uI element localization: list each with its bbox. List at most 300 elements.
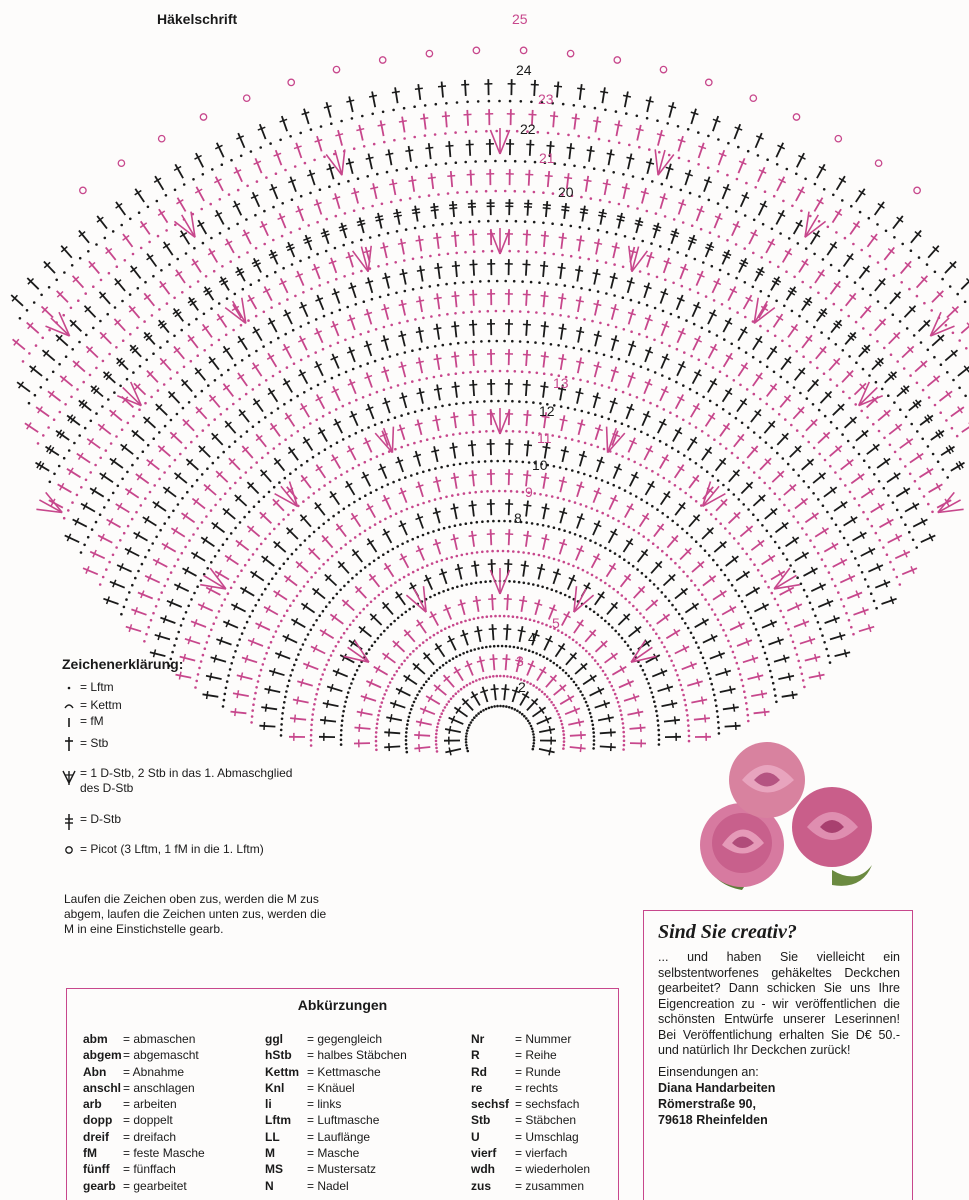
chain-dot — [857, 564, 860, 567]
chain-dot — [735, 277, 738, 280]
chain-dot — [323, 484, 326, 487]
chain-dot — [475, 714, 478, 717]
chain-dot — [482, 709, 485, 712]
stitch-crossbar — [434, 358, 442, 359]
chain-dot — [444, 132, 447, 135]
stitch-mark — [578, 296, 581, 312]
stitch-mark — [661, 354, 667, 369]
stitch-mark — [642, 411, 649, 426]
chain-dot — [548, 556, 551, 559]
chain-dot — [210, 629, 213, 632]
chain-dot — [579, 535, 582, 538]
stitch-mark — [441, 569, 446, 584]
stitch-mark — [418, 546, 424, 561]
stitch-crossbar — [412, 209, 420, 210]
chain-dot — [918, 487, 921, 490]
stitch-mark — [520, 626, 523, 642]
chain-dot — [828, 571, 831, 574]
chain-dot — [661, 374, 664, 377]
chain-dot — [899, 458, 902, 461]
chain-dot — [478, 220, 481, 223]
chain-dot — [112, 554, 115, 557]
chain-dot — [565, 634, 568, 637]
chain-dot — [522, 551, 525, 554]
stitch-crossbar — [469, 385, 477, 386]
chain-dot — [475, 130, 478, 133]
chain-dot — [792, 641, 795, 644]
abbreviation-key: sechsf — [471, 1097, 510, 1112]
chain-dot — [588, 227, 591, 230]
chain-dot — [441, 405, 444, 408]
chain-dot — [603, 354, 606, 357]
chain-dot — [603, 169, 606, 172]
chain-dot — [833, 303, 836, 306]
abbreviation-value: = fünffach — [123, 1162, 176, 1177]
stitch-crossbar — [452, 266, 460, 267]
chain-dot — [790, 424, 793, 427]
chain-dot — [579, 644, 582, 647]
stitch-crossbar — [451, 477, 459, 478]
chain-dot — [541, 691, 544, 694]
chain-dot — [365, 652, 368, 655]
stitch-mark — [367, 504, 375, 518]
stitch-mark — [365, 438, 372, 453]
chain-dot — [499, 370, 502, 373]
chain-dot — [618, 705, 621, 708]
chain-dot — [588, 653, 591, 656]
abbreviation-value: = doppelt — [123, 1113, 173, 1128]
stitch-crossbar — [762, 690, 763, 698]
stitch-mark — [269, 318, 277, 332]
chain-dot — [182, 407, 185, 410]
stitch-crossbar — [629, 251, 637, 253]
chain-dot — [479, 280, 482, 283]
stitch-crossbar — [452, 296, 460, 297]
stitch-mark — [596, 425, 601, 440]
chain-dot — [835, 231, 838, 234]
stitch-mark — [580, 451, 585, 466]
chain-dot — [414, 697, 417, 700]
chain-dot — [733, 537, 736, 540]
chain-dot — [263, 311, 266, 314]
stitch-crossbar — [617, 216, 625, 218]
chain-dot — [946, 371, 949, 374]
picot-mark — [159, 136, 165, 142]
chain-dot — [258, 599, 261, 602]
chain-dot — [400, 446, 403, 449]
stitch-mark — [576, 546, 582, 561]
stitch-mark — [359, 125, 363, 141]
chain-dot — [922, 389, 925, 392]
chain-dot — [63, 457, 66, 460]
chain-dot — [405, 228, 408, 231]
stitch-mark — [774, 657, 789, 661]
chain-dot — [474, 160, 477, 163]
chain-dot — [829, 661, 832, 664]
stitch-mark — [117, 358, 128, 369]
chain-dot — [628, 562, 631, 565]
chain-dot — [295, 548, 298, 551]
chain-dot — [193, 592, 196, 595]
chain-dot — [336, 441, 339, 444]
stitch-mark — [749, 230, 756, 244]
stitch-crossbar — [450, 447, 458, 448]
chain-dot — [364, 566, 367, 569]
chain-dot — [138, 211, 141, 214]
stitch-crossbar — [420, 719, 422, 727]
legend-note: Laufen die Zeichen oben zus, werden die M zus abgem, laufen die Zeichen unten zus, werden die M in eine Einstichstelle gearb. — [64, 892, 327, 936]
chain-dot — [134, 577, 137, 580]
chain-dot — [239, 476, 242, 479]
stitch-mark — [248, 640, 263, 646]
stitch-mark — [385, 273, 389, 289]
chain-dot — [796, 653, 799, 656]
chain-dot — [71, 348, 74, 351]
chain-dot — [336, 593, 339, 596]
chain-dot — [747, 714, 750, 717]
chain-dot — [757, 154, 760, 157]
chain-dot — [115, 346, 118, 349]
cluster-mark — [930, 318, 949, 336]
chain-dot — [551, 222, 554, 225]
chain-dot — [562, 726, 565, 729]
stitch-mark — [578, 358, 581, 374]
chain-dot — [686, 714, 689, 717]
abbreviation-key: abm — [83, 1032, 108, 1046]
chain-dot — [310, 288, 313, 291]
chain-dot — [541, 586, 544, 589]
chain-dot — [296, 595, 299, 598]
abbreviations-column — [471, 1031, 590, 1194]
chain-dot — [714, 699, 717, 702]
chain-dot — [170, 419, 173, 422]
chain-dot — [646, 210, 649, 213]
stitch-crossbar — [627, 157, 635, 159]
stitch-crossbar — [594, 243, 602, 245]
abbreviation-value: = arbeiten — [123, 1097, 177, 1112]
chain-dot — [34, 394, 37, 397]
chain-dot — [679, 488, 682, 491]
chain-dot — [212, 622, 215, 625]
chain-dot — [744, 316, 747, 319]
chain-dot — [652, 696, 655, 699]
chain-dot — [250, 466, 253, 469]
chain-dot — [531, 522, 534, 525]
stitch-mark — [436, 415, 439, 431]
stitch-mark — [561, 324, 563, 340]
chain-dot — [468, 724, 471, 727]
chain-dot — [780, 376, 783, 379]
chain-dot — [843, 537, 846, 540]
stitch-mark — [435, 508, 439, 523]
chain-dot — [366, 362, 369, 365]
round-label: 25 — [512, 11, 528, 27]
chain-dot — [213, 270, 216, 273]
stitch-mark — [401, 554, 409, 568]
stitch-mark — [609, 495, 616, 509]
stitch-mark — [402, 117, 405, 133]
chain-dot — [849, 491, 852, 494]
stitch-mark — [579, 420, 583, 435]
chain-dot — [590, 444, 593, 447]
chain-dot — [548, 698, 551, 701]
stitch-crossbar — [594, 365, 602, 367]
chain-dot — [193, 247, 196, 250]
picot-mark — [200, 114, 206, 120]
chain-dot — [234, 440, 237, 443]
chain-dot — [639, 665, 642, 668]
chain-dot — [915, 546, 918, 549]
stitch-mark — [568, 575, 575, 590]
chain-dot — [767, 295, 770, 298]
chain-dot — [168, 263, 171, 266]
chain-dot — [348, 435, 351, 438]
chain-dot — [682, 419, 685, 422]
chain-dot — [505, 705, 508, 708]
stitch-crossbar — [446, 146, 454, 147]
chain-dot — [147, 444, 150, 447]
stitch-mark — [216, 177, 223, 191]
chain-dot — [452, 695, 455, 698]
chain-dot — [786, 558, 789, 561]
chain-dot — [727, 640, 730, 643]
chain-dot — [604, 673, 607, 676]
stitch-mark — [381, 120, 384, 136]
chain-dot — [624, 598, 627, 601]
stitch-crossbar — [668, 106, 676, 108]
chain-dot — [639, 270, 642, 273]
stitch-crossbar — [458, 603, 466, 605]
stitch-mark — [722, 607, 736, 615]
chain-dot — [227, 369, 230, 372]
chain-dot — [85, 334, 88, 337]
abbreviation-value: = Kettmasche — [307, 1064, 381, 1079]
chain-dot — [627, 644, 630, 647]
chain-dot — [596, 510, 599, 513]
chain-dot — [597, 229, 600, 232]
stitch-crossbar — [477, 660, 485, 662]
stitch-mark — [333, 321, 339, 336]
chain-dot — [658, 743, 661, 746]
stitch-crossbar — [416, 300, 424, 301]
chain-dot — [661, 550, 664, 553]
chain-dot — [887, 394, 890, 397]
chain-dot — [268, 491, 271, 494]
chain-dot — [115, 435, 118, 438]
chain-dot — [623, 740, 626, 743]
chain-dot — [471, 719, 474, 722]
stitch-mark — [284, 344, 292, 358]
chain-dot — [422, 534, 425, 537]
chain-dot — [433, 594, 436, 597]
chain-dot — [835, 524, 838, 527]
stitch-mark — [666, 630, 680, 638]
stitch-mark — [713, 116, 718, 131]
chain-dot — [745, 553, 748, 556]
chain-dot — [313, 159, 316, 162]
chain-dot — [307, 581, 310, 584]
chain-dot — [464, 161, 467, 164]
chain-dot — [163, 585, 166, 588]
chain-dot — [724, 527, 727, 530]
chain-dot — [466, 747, 469, 750]
stitch-crossbar — [610, 277, 618, 279]
chain-dot — [405, 731, 408, 734]
chain-dot — [272, 636, 275, 639]
stitch-crossbar — [434, 267, 442, 268]
chain-dot — [945, 324, 948, 327]
chain-dot — [941, 278, 944, 281]
stitch-mark — [455, 321, 457, 337]
chain-dot — [817, 621, 820, 624]
abbreviation-row — [265, 1064, 407, 1080]
chain-dot — [793, 276, 796, 279]
chain-dot — [303, 585, 306, 588]
stitch-mark — [493, 654, 494, 670]
stitch-crossbar — [559, 328, 567, 329]
stitch-mark — [677, 328, 684, 343]
stitch-mark — [570, 735, 586, 736]
stitch-mark — [699, 143, 704, 158]
chain-dot — [497, 400, 500, 403]
chain-dot — [813, 447, 816, 450]
chain-dot — [403, 137, 406, 140]
stitch-mark — [160, 618, 175, 624]
stitch-mark — [475, 561, 477, 577]
chain-dot — [844, 237, 847, 240]
stitch-crossbar — [561, 210, 569, 211]
chain-dot — [762, 646, 765, 649]
chain-dot — [299, 590, 302, 593]
chain-dot — [878, 430, 881, 433]
chain-dot — [715, 518, 718, 521]
chain-dot — [638, 301, 641, 304]
chain-dot — [484, 160, 487, 163]
chain-dot — [652, 542, 655, 545]
chain-dot — [488, 100, 491, 103]
chain-dot — [585, 505, 588, 508]
stitch-crossbar — [784, 655, 786, 663]
chain-dot — [325, 250, 328, 253]
chain-dot — [62, 314, 65, 317]
chain-dot — [547, 282, 550, 285]
chain-dot — [469, 221, 472, 224]
chain-dot — [668, 377, 671, 380]
stitch-crossbar — [611, 729, 612, 737]
chain-dot — [892, 501, 895, 504]
chain-dot — [797, 474, 800, 477]
chain-dot — [346, 470, 349, 473]
chain-dot — [556, 664, 559, 667]
chain-dot — [583, 166, 586, 169]
chain-dot — [734, 656, 737, 659]
chain-dot — [246, 430, 249, 433]
chain-dot — [613, 263, 616, 266]
legend-item-text: = fM — [80, 714, 104, 728]
stitch-mark — [557, 82, 558, 98]
chain-dot — [572, 639, 575, 642]
chain-dot — [632, 565, 635, 568]
chain-dot — [591, 656, 594, 659]
chain-dot — [615, 697, 618, 700]
stitch-mark — [449, 141, 450, 157]
chain-dot — [129, 293, 132, 296]
chain-dot — [351, 117, 354, 120]
chain-dot — [533, 221, 536, 224]
bar-symbol-icon — [62, 714, 76, 730]
abbreviation-row — [471, 1064, 590, 1080]
chain-dot — [668, 154, 671, 157]
stitch-mark — [543, 352, 545, 368]
chain-dot — [337, 342, 340, 345]
chain-dot — [396, 169, 399, 172]
chain-dot — [663, 477, 666, 480]
stitch-mark — [777, 177, 784, 191]
chain-dot — [565, 672, 568, 675]
stitch-mark — [254, 327, 262, 341]
stitch-crossbar — [449, 726, 451, 734]
chain-dot — [94, 464, 97, 467]
chain-dot — [272, 206, 275, 209]
abbreviation-key: gearb — [83, 1178, 116, 1193]
chain-dot — [434, 406, 437, 409]
stitch-crossbar — [335, 134, 343, 136]
chain-dot — [712, 366, 715, 369]
chain-dot — [690, 579, 693, 582]
chain-dot — [107, 499, 110, 502]
chain-dot — [411, 538, 414, 541]
chain-dot — [204, 647, 207, 650]
stitch-mark — [383, 243, 387, 259]
chain-dot — [342, 405, 345, 408]
chain-dot — [550, 701, 553, 704]
chain-dot — [287, 558, 290, 561]
chain-dot — [610, 685, 613, 688]
chain-dot — [717, 479, 720, 482]
chain-dot — [242, 288, 245, 291]
chain-dot — [697, 131, 700, 134]
stitch-mark — [401, 362, 405, 378]
stitch-mark — [661, 321, 667, 336]
chain-dot — [707, 434, 710, 437]
chain-dot — [95, 412, 98, 415]
chain-dot — [406, 751, 409, 754]
stitch-mark — [704, 177, 710, 192]
chain-dot — [855, 321, 858, 324]
chain-dot — [252, 388, 255, 391]
chain-dot — [783, 504, 786, 507]
chain-dot — [577, 471, 580, 474]
picot-mark — [567, 50, 573, 56]
chain-dot — [498, 490, 501, 493]
chain-dot — [741, 422, 744, 425]
chain-dot — [438, 314, 441, 317]
abbreviations-column — [265, 1031, 407, 1194]
chain-dot — [916, 295, 919, 298]
chain-dot — [519, 340, 522, 343]
chain-dot — [597, 613, 600, 616]
chain-dot — [760, 290, 763, 293]
stitch-mark — [223, 622, 238, 628]
chain-dot — [250, 150, 253, 153]
chain-dot — [620, 714, 623, 717]
chain-dot — [918, 256, 921, 259]
abbreviation-value: = dreifach — [123, 1129, 177, 1144]
chain-dot — [596, 260, 599, 263]
chain-dot — [887, 494, 890, 497]
stitch-mark — [526, 501, 528, 517]
chain-dot — [416, 694, 419, 697]
